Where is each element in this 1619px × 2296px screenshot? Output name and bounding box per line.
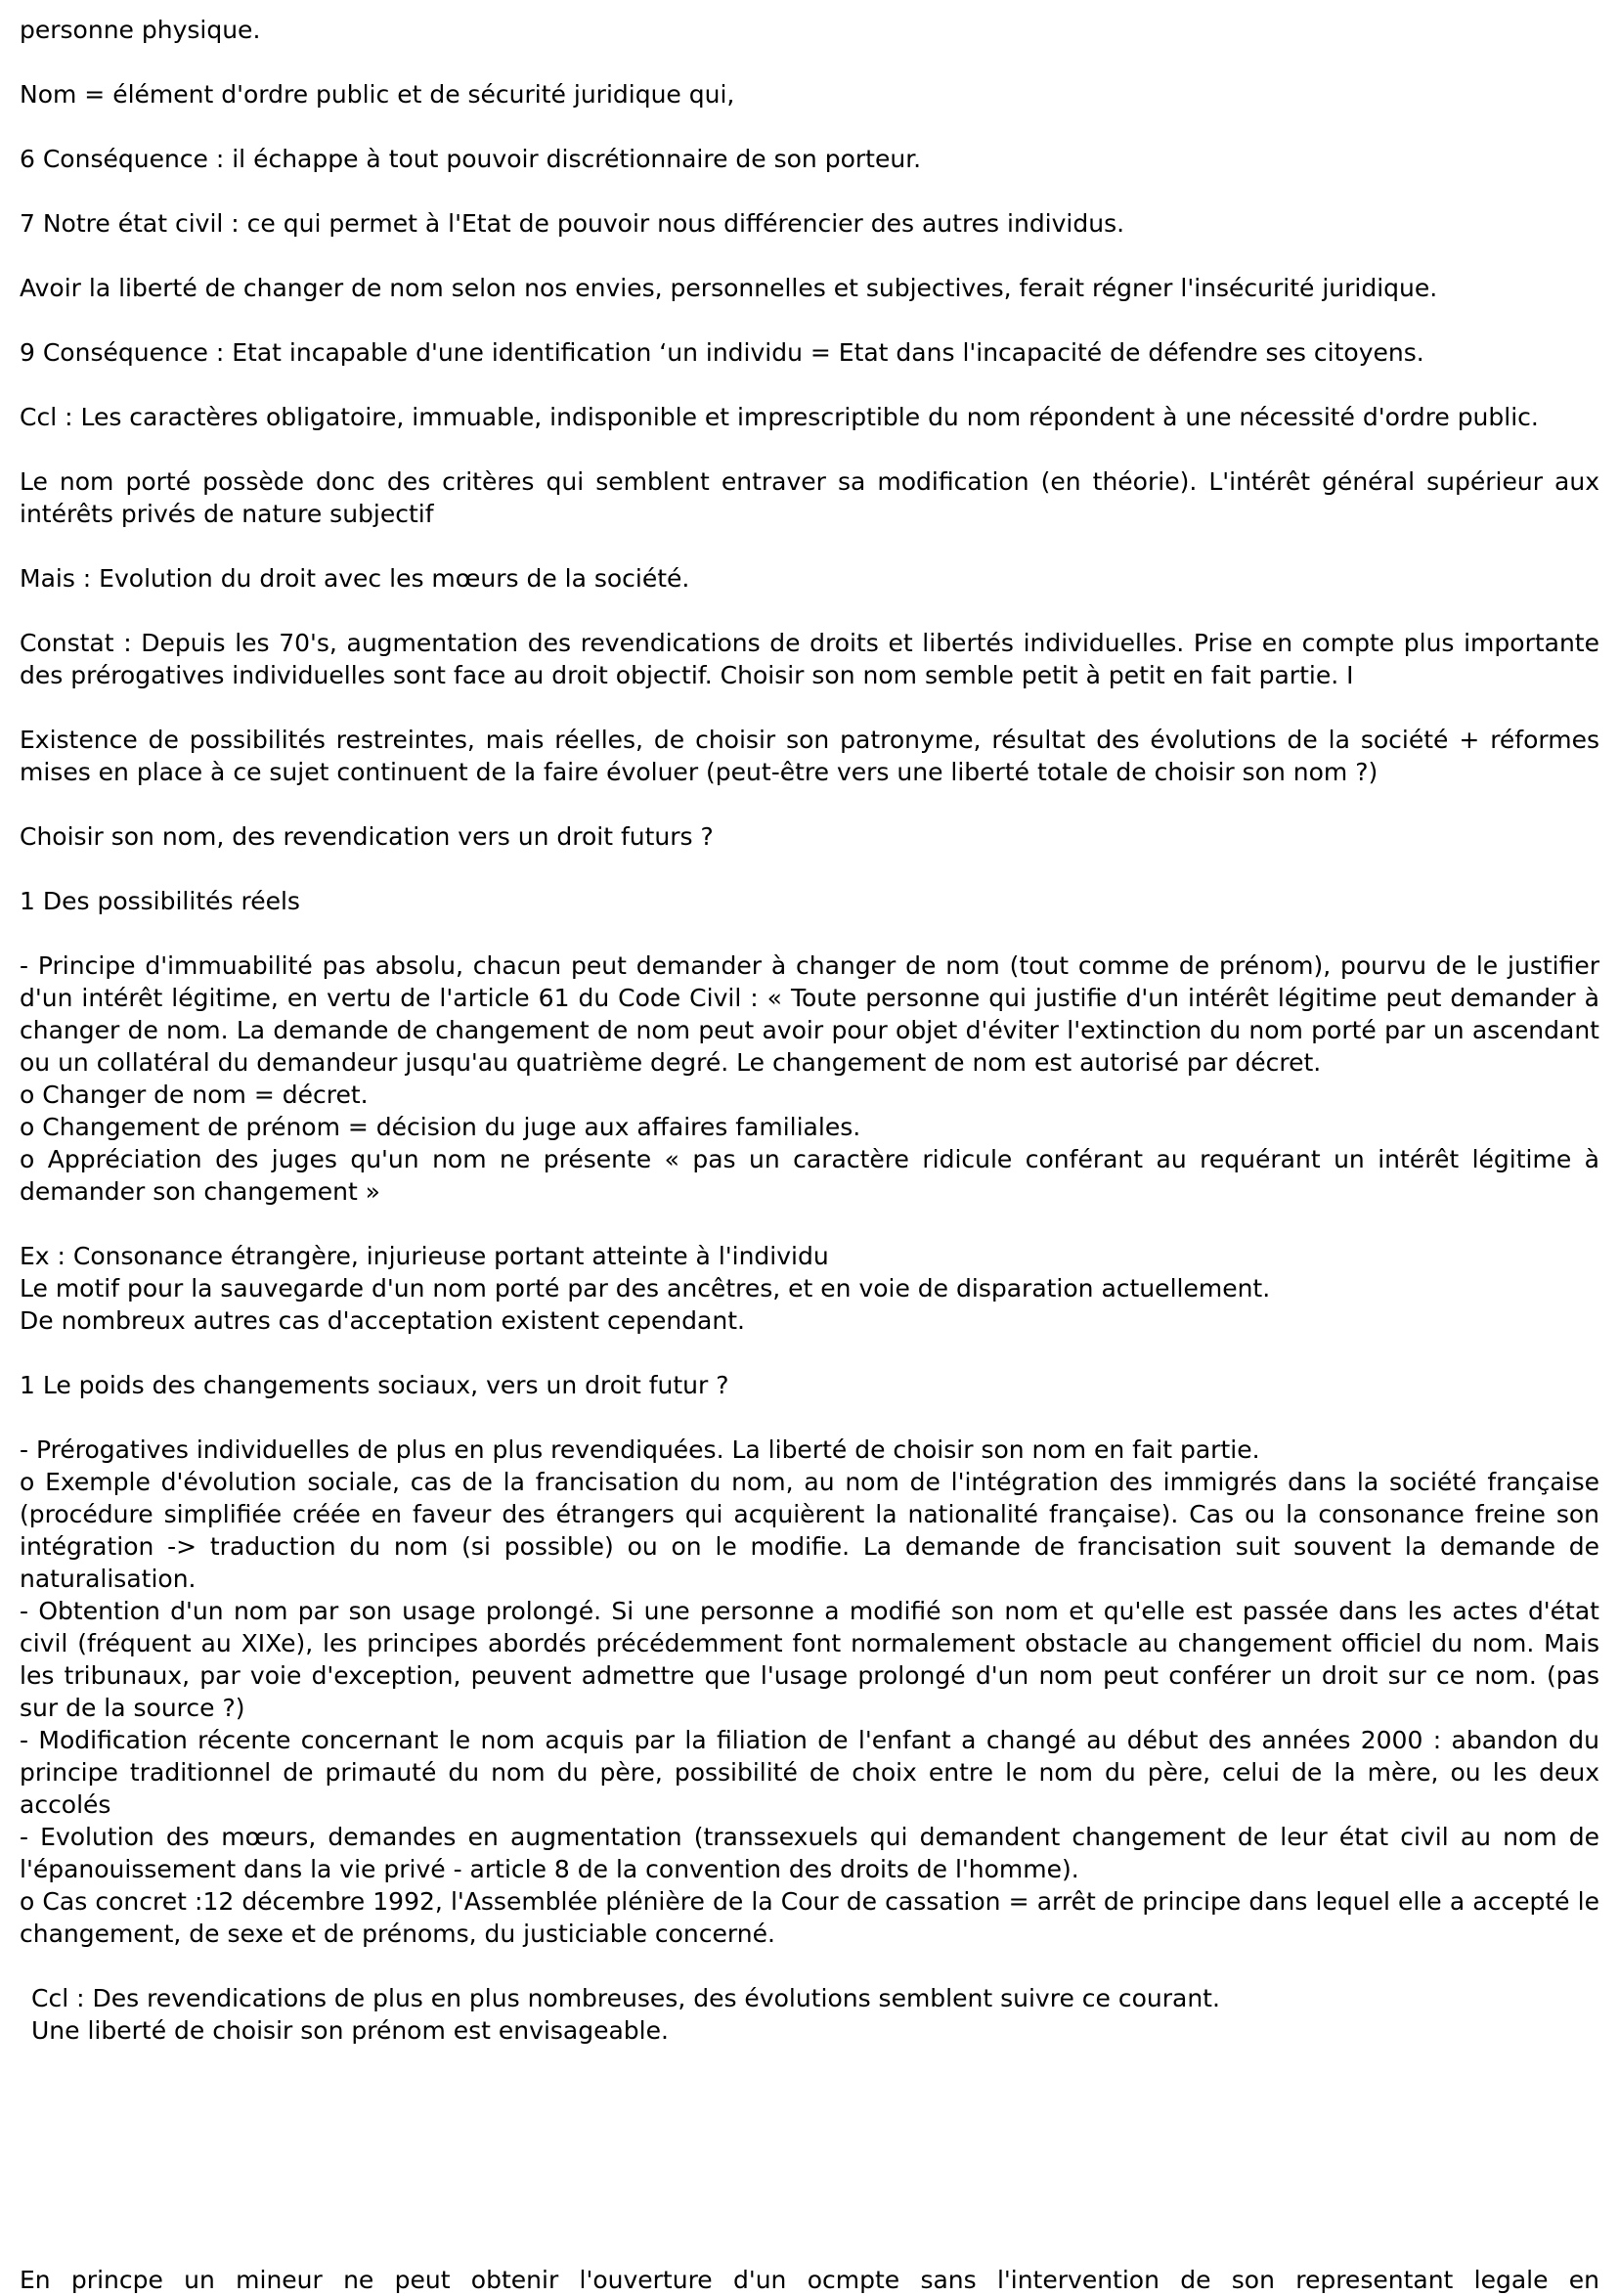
paragraph: - Principe d'immuabilité pas absolu, chacun peut demander à changer de nom (tout comme de prénom), pourvu de le justifier d'un intérêt légitime, en vertu de l'article 61 du Code Civil : « Toute personne qui justifie d'un intérêt légitime peut demander à changer de nom. La demande de changement de nom peut avoir pour objet d'éviter l'extinction du nom porté par un ascendant ou un collatéral du demandeur jusqu'au quatrième degré. Le changement de nom est autorisé par décret.	[20, 951, 1599, 1077]
paragraph: 9 Conséquence : Etat incapable d'une identification ‘un individu = Etat dans l'incapacité de défendre ses citoyens.	[20, 338, 1424, 367]
paragraph: Existence de possibilités restreintes, mais réelles, de choisir son patronyme, résultat des évolutions de la société + réformes mises en place à ce sujet continuent de la faire évoluer (peut-être vers une liberté totale de choisir son nom ?)	[20, 726, 1599, 786]
paragraph: Ex : Consonance étrangère, injurieuse portant atteinte à l'individu	[20, 1242, 829, 1270]
conclusion-block	[20, 1982, 1599, 2047]
paragraph: personne physique.	[20, 16, 261, 44]
paragraph: De nombreux autres cas d'acceptation existent cependant.	[20, 1306, 745, 1335]
list-item: - Prérogatives individuelles de plus en plus revendiquées. La liberté de choisir son nom en fait partie.	[20, 1435, 1260, 1464]
paragraph-block	[20, 1240, 1599, 1337]
paragraph: 7 Notre état civil : ce qui permet à l'Etat de pouvoir nous différencier des autres individus.	[20, 209, 1125, 238]
truncated-paragraph: En princpe un mineur ne peut obtenir l'ouverture d'un ocmpte sans l'intervention de son representant legale en	[20, 2266, 1599, 2294]
paragraph-block	[20, 949, 1599, 1208]
list-item: - Evolution des mœurs, demandes en augmentation (transsexuels qui demandent changement de leur état civil au nom de l'épanouissement dans la vie privé - article 8 de la convention des droits de l'homme).	[20, 1823, 1599, 1883]
paragraph: Le motif pour la sauvegarde d'un nom porté par des ancêtres, et en voie de disparation actuellement.	[20, 1274, 1271, 1303]
paragraph: Le nom porté possède donc des critères qui semblent entraver sa modification (en théorie). L'intérêt général supérieur aux intérêts privés de nature subjectif	[20, 467, 1599, 528]
list-item: o Changement de prénom = décision du juge aux affaires familiales.	[20, 1113, 861, 1141]
list-item: - Modification récente concernant le nom acquis par la filiation de l'enfant a changé au début des années 2000 : abandon du principe traditionnel de primauté du nom du père, possibilité de choix entre le nom du père, celui de la mère, ou les deux accolés	[20, 1726, 1599, 1819]
paragraph: 6 Conséquence : il échappe à tout pouvoir discrétionnaire de son porteur.	[20, 145, 922, 173]
paragraph-block	[20, 1434, 1599, 1950]
paragraph: Mais : Evolution du droit avec les mœurs de la société.	[20, 564, 690, 593]
list-item: o Exemple d'évolution sociale, cas de la francisation du nom, au nom de l'intégration des immigrés dans la société française (procédure simplifiée créée en faveur des étrangers qui acquièrent la nationalité française). Cas ou la consonance freine son intégration -> traduction du nom (si possible) ou on le modifie. La demande de francisation suit souvent la demande de naturalisation.	[20, 1468, 1599, 1593]
list-item: - Obtention d'un nom par son usage prolongé. Si une personne a modifié son nom et qu'elle est passée dans les actes d'état civil (fréquent au XIXe), les principes abordés précédemment font normalement obstacle au changement officiel du nom. Mais les tribunaux, par voie d'exception, peuvent admettre que l'usage prolongé d'un nom peut conférer un droit sur ce nom. (pas sur de la source ?)	[20, 1597, 1599, 1722]
list-item: o Cas concret :12 décembre 1992, l'Assemblée plénière de la Cour de cassation = arrêt de principe dans lequel elle a accepté le changement, de sexe et de prénoms, du justiciable concerné.	[20, 1887, 1599, 1948]
list-item: o Changer de nom = décret.	[20, 1081, 369, 1109]
paragraph: Constat : Depuis les 70's, augmentation des revendications de droits et libertés individuelles. Prise en compte plus importante des prérogatives individuelles sont face au droit objectif. Choisir son nom semble petit à petit en fait partie. I	[20, 629, 1599, 689]
paragraph: Ccl : Des revendications de plus en plus nombreuses, des évolutions semblent suivre ce courant.	[31, 1984, 1220, 2012]
section-question: Choisir son nom, des revendication vers un droit futurs ?	[20, 822, 714, 851]
paragraph: Nom = élément d'ordre public et de sécurité juridique qui,	[20, 80, 735, 109]
document-body	[20, 14, 1599, 2294]
list-item: o Appréciation des juges qu'un nom ne présente « pas un caractère ridicule conférant au requérant un intérêt légitime à demander son changement »	[20, 1145, 1599, 1206]
paragraph: Ccl : Les caractères obligatoire, immuable, indisponible et imprescriptible du nom répondent à une nécessité d'ordre public.	[20, 403, 1539, 431]
section-heading: 1 Des possibilités réels	[20, 887, 300, 915]
section-heading: 1 Le poids des changements sociaux, vers un droit futur ?	[20, 1371, 729, 1399]
paragraph: Avoir la liberté de changer de nom selon nos envies, personnelles et subjectives, ferait régner l'insécurité juridique.	[20, 274, 1438, 302]
paragraph: Une liberté de choisir son prénom est envisageable.	[31, 2016, 669, 2045]
